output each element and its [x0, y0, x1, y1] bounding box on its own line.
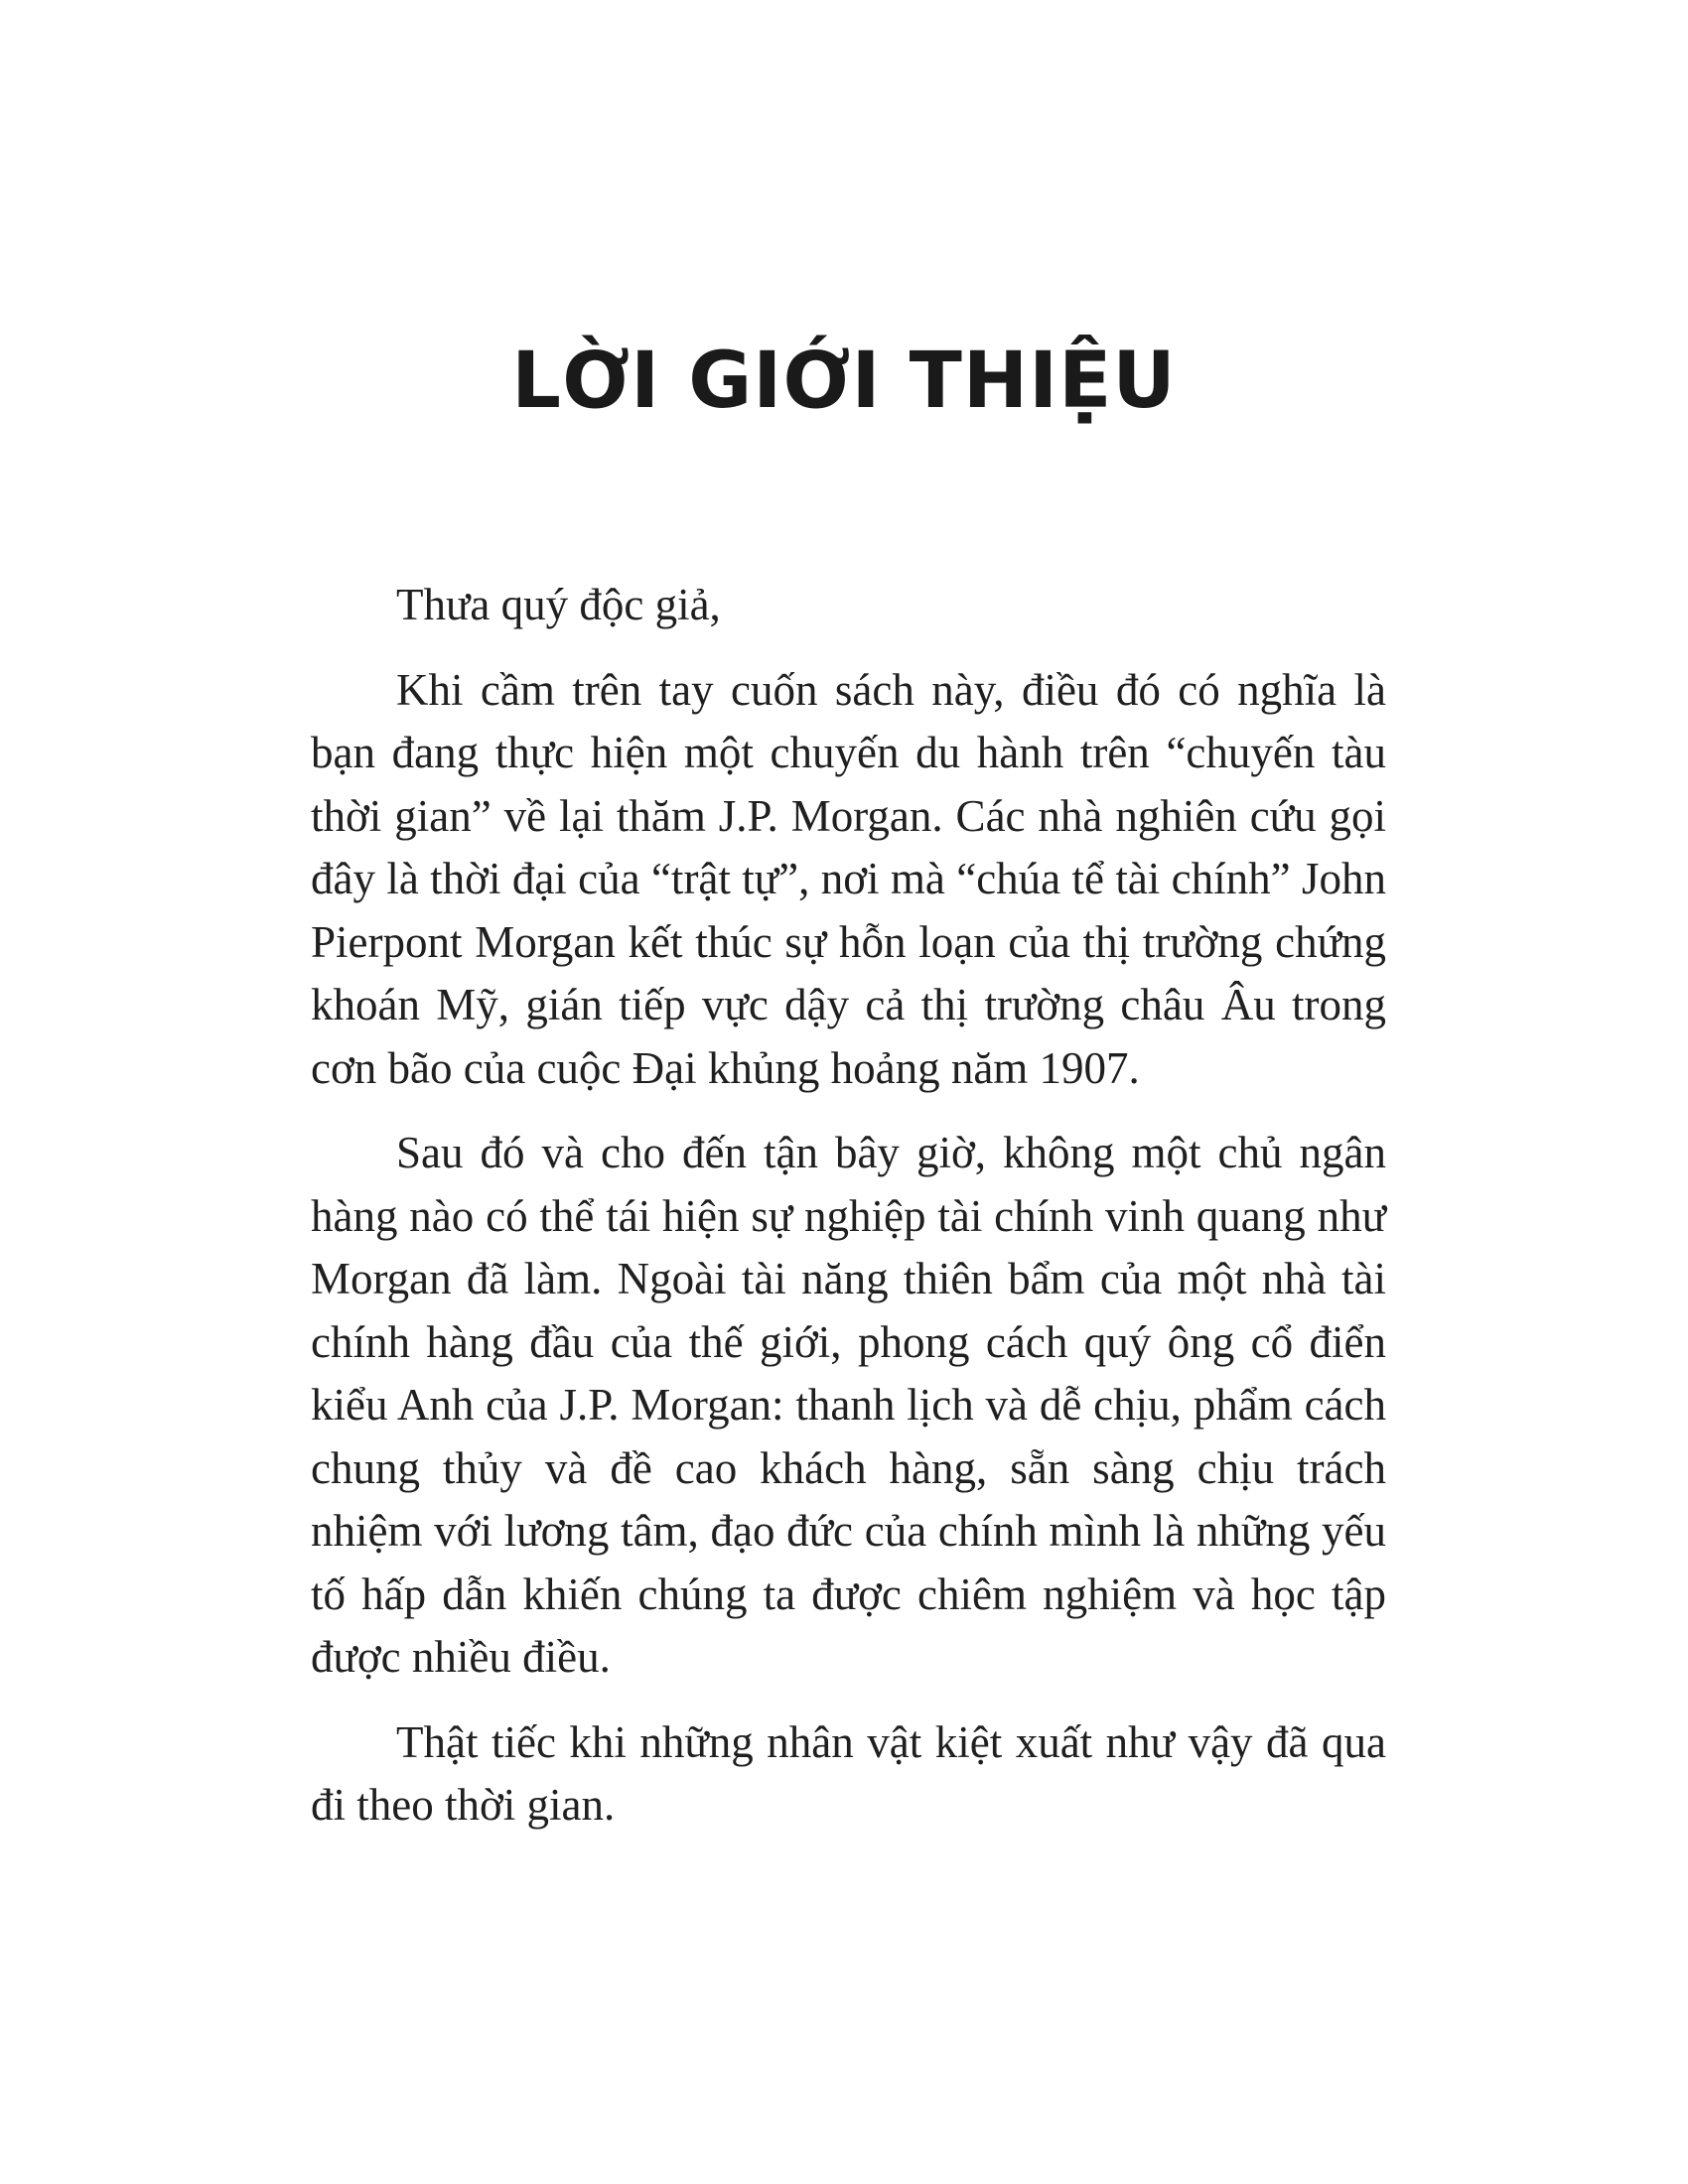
body-text	[311, 574, 1386, 1859]
paragraph-greeting: Thưa quý độc giả,	[396, 580, 721, 629]
paragraph: Khi cầm trên tay cuốn sách này, điều đó có nghĩa là bạn đang thực hiện một chuyến du hành trên “chuyến tàu thời gian” về lại thăm J.P. Morgan. Các nhà nghiên cứu gọi đây là thời đại của “trật tự”, nơi mà “chúa tể tài chính” John Pierpont Morgan kết thúc sự hỗn loạn của thị trường chứng khoán Mỹ, gián tiếp vực dậy cả thị trường châu Âu trong cơn bão của cuộc Đại khủng hoảng năm 1907.	[311, 664, 1386, 1093]
paragraph: Thật tiếc khi những nhân vật kiệt xuất như vậy đã qua đi theo thời gian.	[311, 1716, 1386, 1830]
page-title: LỜI GIỚI THIỆU	[511, 337, 1177, 426]
paragraph: Sau đó và cho đến tận bây giờ, không một chủ ngân hàng nào có thể tái hiện sự nghiệp tài chính vinh quang như Morgan đã làm. Ngoài tài năng thiên bẩm của một nhà tài chính hàng đầu của thế giới, phong cách quý ông cổ điển kiểu Anh của J.P. Morgan: thanh lịch và dễ chịu, phẩm cách chung thủy và đề cao khách hàng, sẵn sàng chịu trách nhiệm với lương tâm, đạo đức của chính mình là những yếu tố hấp dẫn khiến chúng ta được chiêm nghiệm và học tập được nhiều điều.	[311, 1128, 1386, 1682]
